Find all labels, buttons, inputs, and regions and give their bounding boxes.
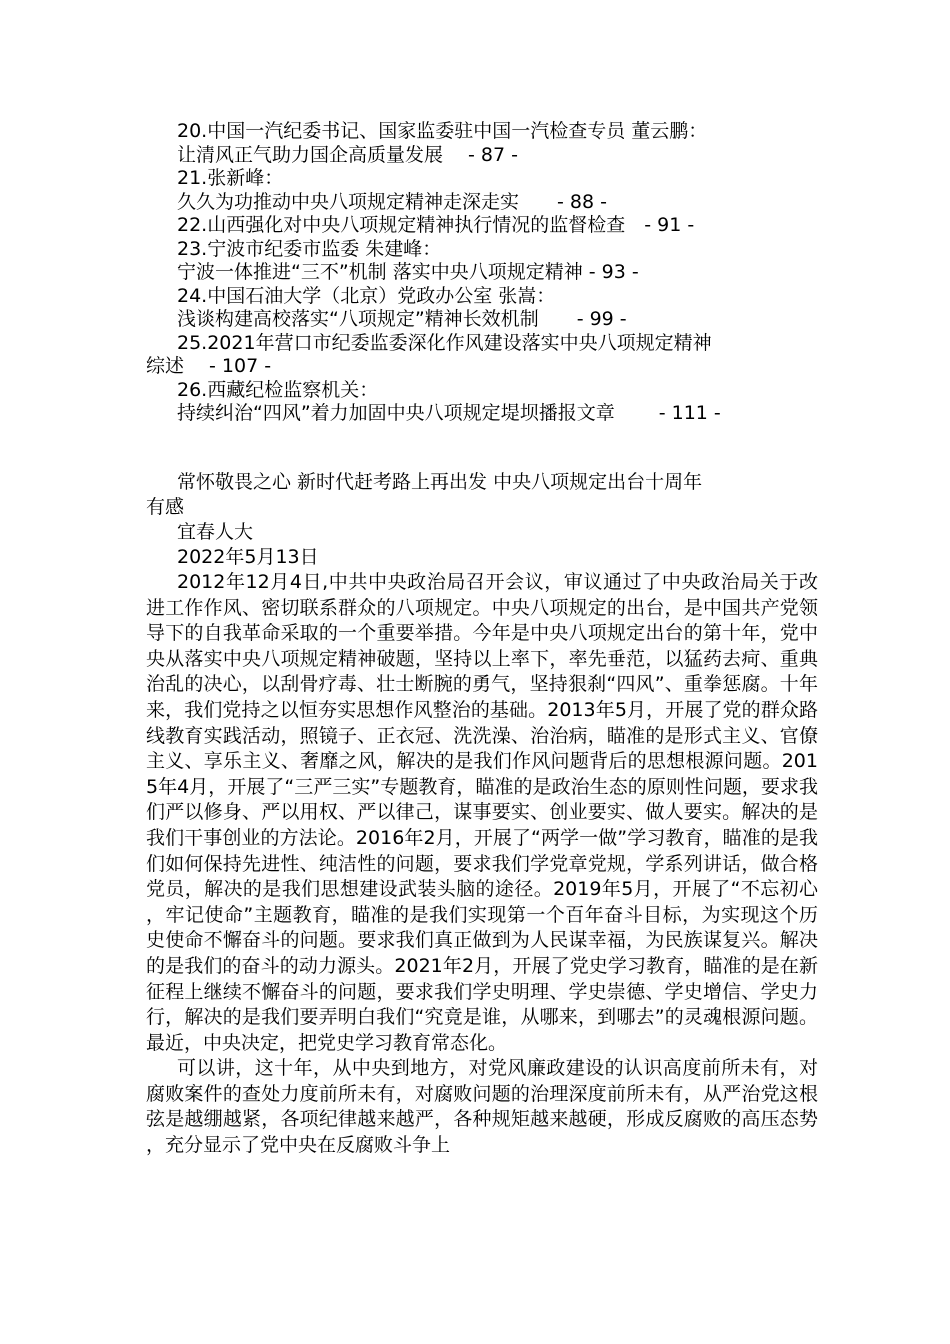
toc-line[interactable]: 浅谈构建高校落实“八项规定”精神长效机制 - 99 - [177, 308, 627, 330]
article-author: 宜春人大 [177, 521, 254, 543]
article-title-line1: 常怀敬畏之心 新时代赶考路上再出发 中央八项规定出台十周年 [177, 471, 703, 493]
toc-line[interactable]: 综述 - 107 - [146, 355, 272, 377]
article-paragraph: 可以讲，这十年，从中央到地方，对党风廉政建设的认识高度前所未有，对腐败案件的查处力度前所未有，对腐败问题的治理深度前所未有，从严治党这根弦是越绷越紧，各项纪律越来越严，各种规矩越来越硬，形成反腐败的高压态势，充分显示了党中央在反腐败斗争上 [146, 1057, 818, 1157]
toc-line[interactable]: 让清风正气助力国企高质量发展 - 87 - [177, 143, 519, 166]
toc-line[interactable]: 21.张新峰： [177, 167, 284, 189]
toc-line[interactable]: 25.2021年营口市纪委监委深化作风建设落实中央八项规定精神 [177, 331, 712, 354]
toc-line[interactable]: 22.山西强化对中央八项规定精神执行情况的监督检查 - 91 - [177, 214, 695, 236]
article-title-line2: 有感 [146, 496, 185, 518]
toc-line[interactable]: 久久为功推动中央八项规定精神走深走实 - 88 - [177, 190, 607, 213]
toc-line[interactable]: 持续纠治“四风”着力加固中央八项规定堤坝播报文章 - 111 - [177, 402, 721, 424]
article-paragraph: 2012年12月4日,中共中央政治局召开会议，审议通过了中央政治局关于改进工作作风、密切联系群众的八项规定。中央八项规定的出台，是中国共产党领导下的自我革命采取的一个重要举措。今年是中央八项规定出台的第十年，党中央从落实中央八项规定精神破题，坚持以上率下，率先垂范，以猛药去疴、重典治乱的决心，以刮骨疗毒、壮士断腕的勇气，坚持狠刹“四风”、重拳惩腐。十年来，我们党持之以恒夯实思想作风整治的基础。2013年5月，开展了党的群众路线教育实践活动，照镜子、正衣冠、洗洗澡、治治病，瞄准的是形式主义、官僚主义、享乐主义、奢靡之风，解决的是我们作风问题背后的思想根源问题。2015年4月，开展了“三严三实”专题教育，瞄准的是政治生态的原则性问题，要求我们严以修身、严以用权、严以律己，谋事要实、创业要实、做人要实。解决的是我们干事创业的方法论。2016年2月，开展了“两学一做”学习教育，瞄准的是我们如何保持先进性、纯洁性的问题，要求我们学党章党规，学系列讲话，做合格党员，解决的是我们思想建设武装头脑的途径。2019年5月，开展了“不忘初心，牢记使命”主题教育，瞄准的是我们实现第一个百年奋斗目标，为实现这个历史使命不懈奋斗的问题。要求我们真正做到为人民谋幸福，为民族谋复兴。解决的是我们的奋斗的动力源头。2021年2月，开展了党史学习教育，瞄准的是在新征程上继续不懈奋斗的问题，要求我们学史明理、学史崇德、学史增信、学史力行，解决的是我们要弄明白我们“究竟是谁，从哪来，到哪去”的灵魂根源问题。最近，中央决定，把党史学习教育常态化。 [146, 571, 818, 1054]
article-date: 2022年5月13日 [177, 546, 319, 568]
toc-line[interactable]: 23.宁波市纪委市监委 朱建峰： [177, 237, 442, 260]
toc-line[interactable]: 宁波一体推进“三不”机制 落实中央八项规定精神 - 93 - [177, 261, 639, 283]
toc-line[interactable]: 20.中国一汽纪委书记、国家监委驻中国一汽检查专员 董云鹏： [177, 120, 708, 142]
toc-line[interactable]: 24.中国石油大学（北京）党政办公室 张嵩： [177, 284, 556, 307]
table-of-contents [146, 120, 826, 426]
toc-line[interactable]: 26.西藏纪检监察机关： [177, 378, 379, 401]
article [146, 470, 818, 1159]
